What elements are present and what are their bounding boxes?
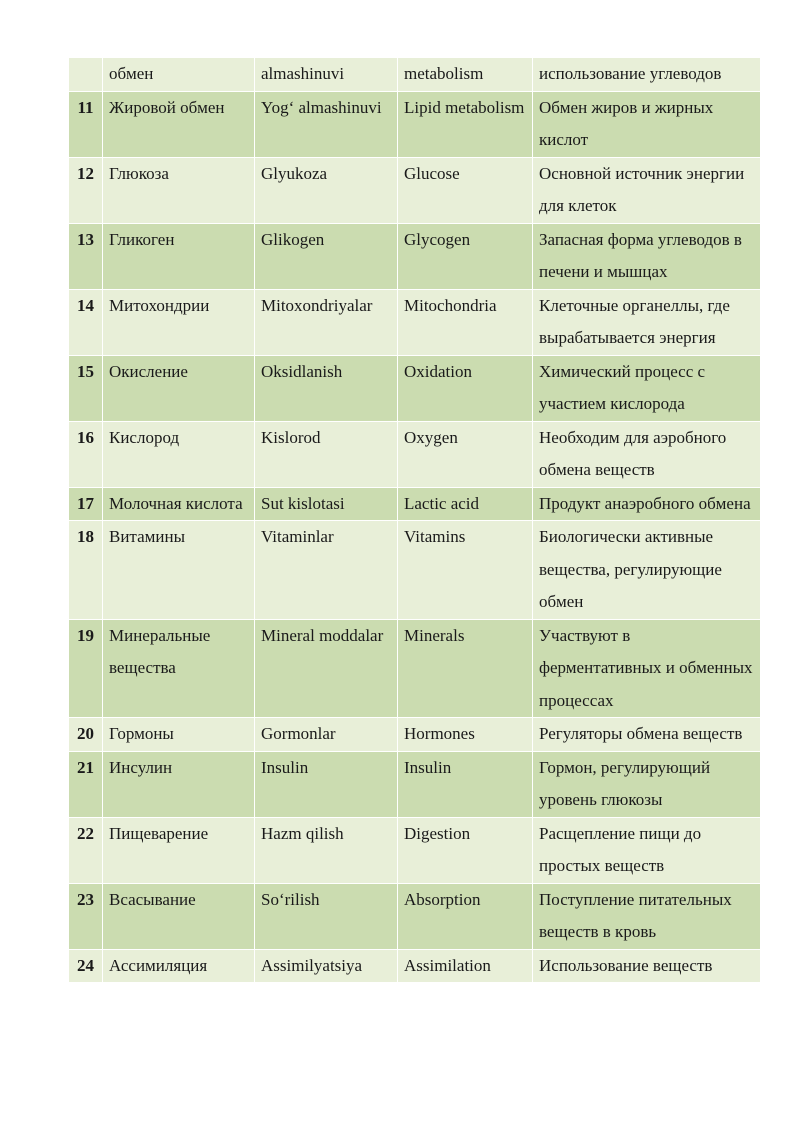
term-russian: Молочная кислота [103,487,255,521]
term-english: Minerals [398,619,533,718]
row-number: 14 [69,289,103,355]
term-russian: Инсулин [103,751,255,817]
row-number: 13 [69,223,103,289]
table-row [69,883,761,949]
row-number: 16 [69,421,103,487]
term-english: Mitochondria [398,289,533,355]
term-description: Химический процесс с участием кислорода [533,355,761,421]
term-russian: Всасывание [103,883,255,949]
row-number: 17 [69,487,103,521]
term-uzbek: Sut kislotasi [255,487,398,521]
term-uzbek: almashinuvi [255,58,398,92]
term-uzbek: Glikogen [255,223,398,289]
table-row [69,751,761,817]
row-number: 15 [69,355,103,421]
term-uzbek: Mineral moddalar [255,619,398,718]
term-english: Absorption [398,883,533,949]
term-uzbek: Vitaminlar [255,521,398,620]
term-uzbek: Yog‘ almashinuvi [255,91,398,157]
row-number: 12 [69,157,103,223]
glossary-table [68,57,761,983]
term-russian: Жировой обмен [103,91,255,157]
table-row [69,289,761,355]
term-russian: Кислород [103,421,255,487]
row-number: 11 [69,91,103,157]
glossary-table-body [69,58,761,983]
table-row [69,223,761,289]
term-uzbek: Assimilyatsiya [255,949,398,983]
row-number: 21 [69,751,103,817]
term-russian: Ассимиляция [103,949,255,983]
term-english: Vitamins [398,521,533,620]
term-english: Lipid metabolism [398,91,533,157]
row-number: 20 [69,718,103,752]
term-uzbek: So‘rilish [255,883,398,949]
table-row [69,521,761,620]
term-description: Регуляторы обмена веществ [533,718,761,752]
term-uzbek: Hazm qilish [255,817,398,883]
row-number [69,58,103,92]
term-description: Необходим для аэробного обмена веществ [533,421,761,487]
term-russian: обмен [103,58,255,92]
term-description: Запасная форма углеводов в печени и мышцах [533,223,761,289]
table-row [69,949,761,983]
term-uzbek: Kislorod [255,421,398,487]
row-number: 24 [69,949,103,983]
term-russian: Минеральные вещества [103,619,255,718]
table-row [69,355,761,421]
table-row [69,718,761,752]
term-description: использование углеводов [533,58,761,92]
table-row [69,487,761,521]
term-description: Участвуют в ферментативных и обменных процессах [533,619,761,718]
term-uzbek: Insulin [255,751,398,817]
table-row [69,157,761,223]
term-description: Расщепление пищи до простых веществ [533,817,761,883]
term-uzbek: Gormonlar [255,718,398,752]
row-number: 22 [69,817,103,883]
term-description: Клеточные органеллы, где вырабатывается энергия [533,289,761,355]
term-russian: Витамины [103,521,255,620]
row-number: 18 [69,521,103,620]
term-english: Oxygen [398,421,533,487]
row-number: 23 [69,883,103,949]
term-description: Использование веществ [533,949,761,983]
term-russian: Митохондрии [103,289,255,355]
term-description: Биологически активные вещества, регулирующие обмен [533,521,761,620]
term-description: Обмен жиров и жирных кислот [533,91,761,157]
term-english: Glycogen [398,223,533,289]
table-row [69,817,761,883]
term-english: metabolism [398,58,533,92]
term-uzbek: Oksidlanish [255,355,398,421]
term-uzbek: Mitoxondriyalar [255,289,398,355]
table-row [69,421,761,487]
term-english: Assimilation [398,949,533,983]
term-uzbek: Glyukoza [255,157,398,223]
term-russian: Окисление [103,355,255,421]
term-russian: Глюкоза [103,157,255,223]
term-description: Продукт анаэробного обмена [533,487,761,521]
term-english: Insulin [398,751,533,817]
table-row [69,619,761,718]
term-english: Glucose [398,157,533,223]
table-row [69,91,761,157]
term-description: Гормон, регулирующий уровень глюкозы [533,751,761,817]
table-row [69,58,761,92]
term-russian: Пищеварение [103,817,255,883]
term-description: Поступление питательных веществ в кровь [533,883,761,949]
term-english: Digestion [398,817,533,883]
term-english: Oxidation [398,355,533,421]
term-russian: Гликоген [103,223,255,289]
term-english: Lactic acid [398,487,533,521]
row-number: 19 [69,619,103,718]
term-description: Основной источник энергии для клеток [533,157,761,223]
term-english: Hormones [398,718,533,752]
term-russian: Гормоны [103,718,255,752]
